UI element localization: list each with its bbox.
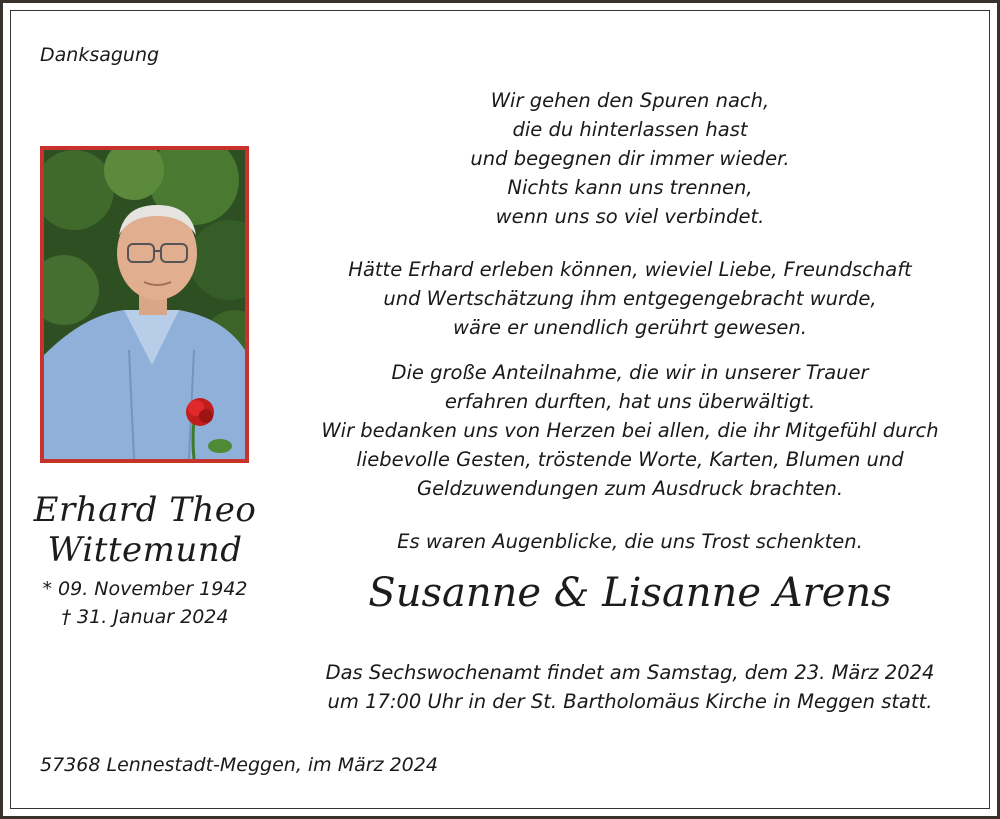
signers: Susanne & Lisanne Arens [368,570,892,616]
gratitude-paragraph-2 [300,358,960,503]
poem-line: wenn uns so viel verbindet. [495,205,765,228]
gratitude-paragraph-1 [300,255,960,342]
poem [300,86,960,231]
paragraph-line: Geldzuwendungen zum Ausdruck brachten. [416,477,844,500]
paragraph-line: Es waren Augenblicke, die uns Trost schenkten. [397,530,863,553]
service-line: um 17:00 Uhr in der St. Bartholomäus Kirche in Meggen statt. [327,690,933,713]
poem-line: die du hinterlassen hast [512,118,748,141]
birth-date: * 09. November 1942 [42,578,248,600]
paragraph-line: und Wertschätzung ihm entgegengebracht wurde, [383,287,877,310]
paragraph-line: wäre er unendlich gerührt gewesen. [453,316,807,339]
paragraph-line: Hätte Erhard erleben können, wieviel Liebe, Freundschaft [348,258,912,281]
death-date: † 31. Januar 2024 [61,606,229,628]
paragraph-line: Die große Anteilnahme, die wir in unserer Trauer [391,361,869,384]
paragraph-line: Wir bedanken uns von Herzen bei allen, die ihr Mitgefühl durch [321,419,939,442]
paragraph-line: erfahren durften, hat uns überwältigt. [444,390,816,413]
service-notice [300,658,960,716]
deceased-name-last: Wittemund [47,530,243,570]
portrait-photo [40,146,249,463]
poem-line: Wir gehen den Spuren nach, [490,89,770,112]
heading: Danksagung [40,44,160,66]
service-line: Das Sechswochenamt findet am Samstag, dem 23. März 2024 [325,661,935,684]
place-date: 57368 Lennestadt-Meggen, im März 2024 [40,754,438,776]
poem-line: Nichts kann uns trennen, [507,176,753,199]
life-dates [20,575,270,631]
gratitude-paragraph-3 [300,527,960,556]
portrait-illustration [44,150,245,459]
deceased-name-first: Erhard Theo [33,490,257,530]
paragraph-line: liebevolle Gesten, tröstende Worte, Karten, Blumen und [356,448,904,471]
poem-line: und begegnen dir immer wieder. [470,147,790,170]
